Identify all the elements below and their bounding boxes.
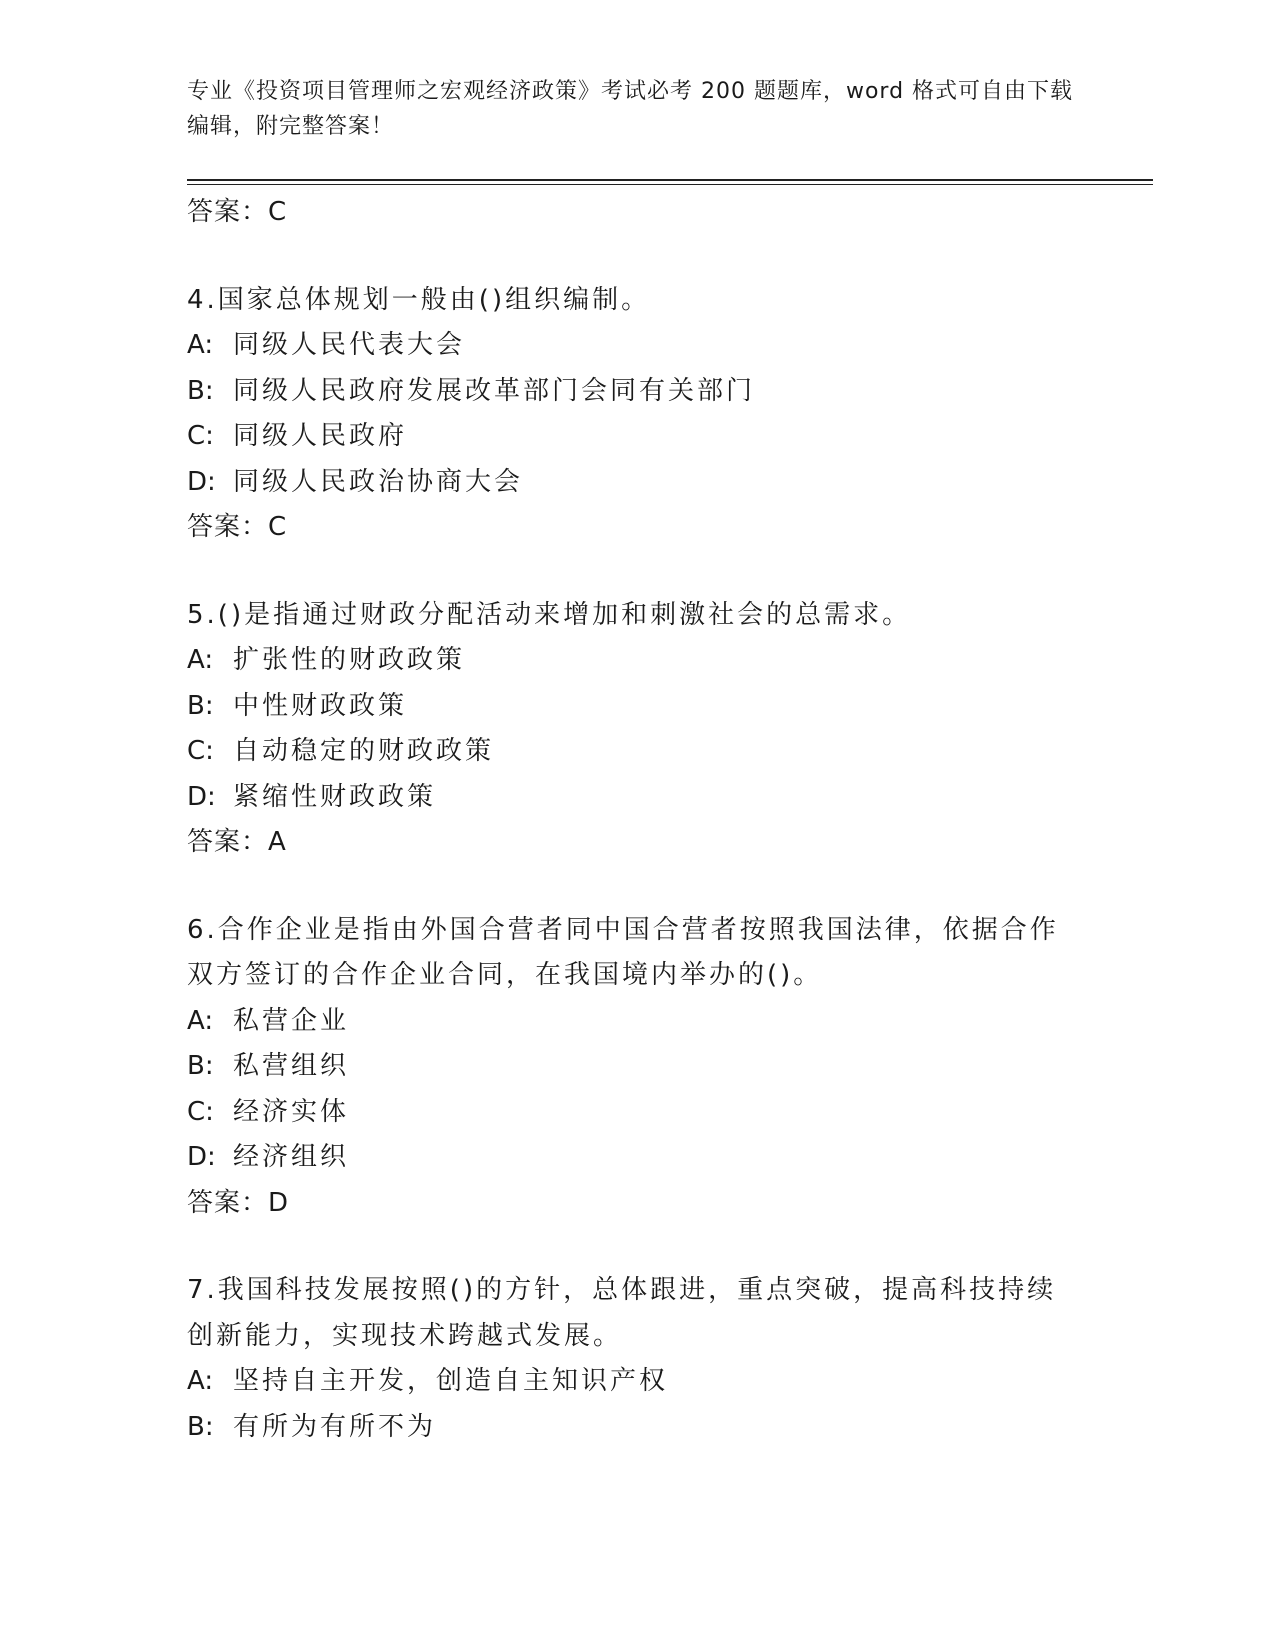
option-line <box>187 999 1067 1045</box>
option-text: 私营组织 <box>233 1051 350 1081</box>
option-text: 坚持自主开发，创造自主知识产权 <box>233 1366 669 1396</box>
header-rule-top <box>187 179 1153 181</box>
question-block <box>187 1268 1067 1450</box>
question-block <box>187 278 1067 551</box>
option-text: 同级人民政府 <box>233 421 408 451</box>
option-line <box>187 684 1067 730</box>
option-letter: C: <box>187 736 214 766</box>
answer-line: 答案：C <box>187 197 288 227</box>
spacer <box>187 551 1067 593</box>
option-line <box>187 729 1067 775</box>
option-line <box>187 1135 1067 1181</box>
option-letter: C: <box>187 421 214 451</box>
option-text: 经济组织 <box>233 1142 350 1172</box>
option-letter: B: <box>187 1051 214 1081</box>
option-line <box>187 1405 1067 1451</box>
option-text: 私营企业 <box>233 1005 350 1036</box>
option-text: 同级人民代表大会 <box>233 330 466 360</box>
option-letter: D: <box>187 466 216 497</box>
question-block <box>187 593 1067 866</box>
question-text-continued: 双方签订的合作企业合同，在我国境内举办的()。 <box>187 960 823 990</box>
option-letter: B: <box>187 375 214 406</box>
question-text: 7.我国科技发展按照()的方针，总体跟进，重点突破，提高科技持续 <box>187 1275 1057 1305</box>
option-text: 扩张性的财政政策 <box>233 645 466 675</box>
question-text: 5.()是指通过财政分配活动来增加和刺激社会的总需求。 <box>187 599 912 630</box>
option-line <box>187 1359 1067 1405</box>
option-line <box>187 323 1067 369</box>
spacer <box>187 236 1067 278</box>
option-text: 经济实体 <box>233 1096 350 1127</box>
option-line <box>187 775 1067 821</box>
document-title: 专业《投资项目管理师之宏观经济政策》考试必考 200 题题库，word 格式可自由下载编辑，附完整答案！ <box>187 79 1074 139</box>
document-header <box>187 74 1077 144</box>
option-text: 同级人民政府发展改革部门会同有关部门 <box>233 375 756 406</box>
answer-line: 答案：D <box>187 1187 290 1218</box>
question-block <box>187 908 1067 1227</box>
option-text: 紧缩性财政政策 <box>233 781 437 812</box>
option-letter: D: <box>187 1142 216 1172</box>
question-text: 4.国家总体规划一般由()组织编制。 <box>187 284 651 315</box>
question-text: 6.合作企业是指由外国合营者同中国合营者按照我国法律，依据合作 <box>187 914 1059 945</box>
option-line <box>187 1044 1067 1090</box>
option-text: 中性财政政策 <box>233 690 408 721</box>
document-body <box>187 190 1067 1450</box>
header-rule-bottom <box>187 184 1153 185</box>
answer-line: 答案：A <box>187 827 287 857</box>
option-letter: C: <box>187 1096 214 1127</box>
option-text: 同级人民政治协商大会 <box>233 466 524 497</box>
option-letter: A: <box>187 645 214 675</box>
answer-line: 答案：C <box>187 512 288 542</box>
option-line <box>187 460 1067 506</box>
option-letter: A: <box>187 330 214 360</box>
option-line <box>187 638 1067 684</box>
option-line <box>187 369 1067 415</box>
spacer <box>187 866 1067 908</box>
option-line <box>187 414 1067 460</box>
spacer <box>187 1226 1067 1268</box>
option-text: 自动稳定的财政政策 <box>233 736 495 766</box>
option-text: 有所为有所不为 <box>233 1411 437 1442</box>
option-line <box>187 1090 1067 1136</box>
question-text-continued: 创新能力，实现技术跨越式发展。 <box>187 1320 623 1351</box>
option-letter: A: <box>187 1005 214 1036</box>
option-letter: B: <box>187 1411 214 1442</box>
option-letter: B: <box>187 690 214 721</box>
option-letter: A: <box>187 1366 214 1396</box>
option-letter: D: <box>187 781 216 812</box>
